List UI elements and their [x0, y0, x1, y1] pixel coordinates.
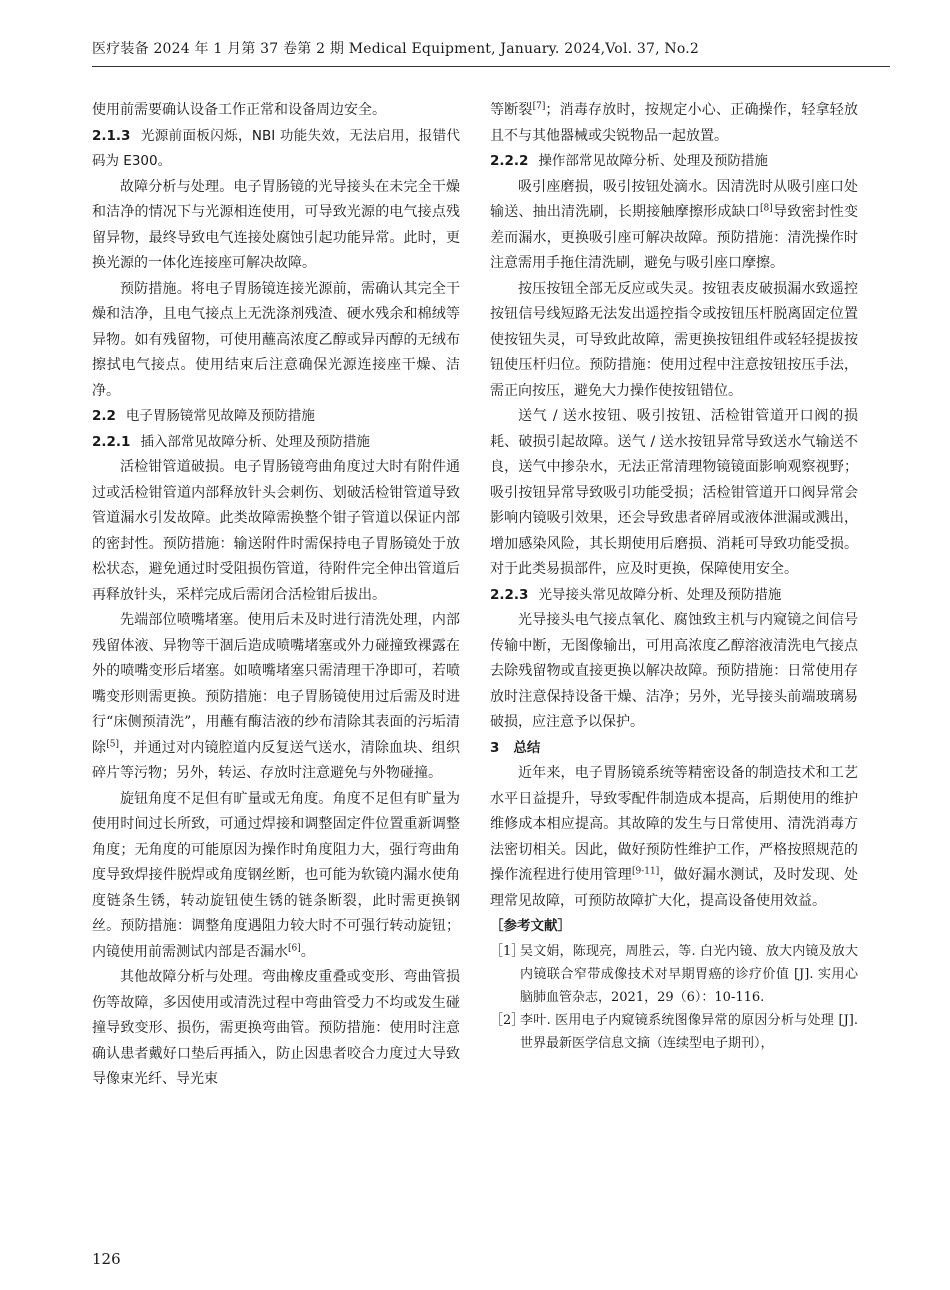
references-heading: ［参考文献］: [490, 918, 571, 934]
section-heading-2-2-2: [490, 149, 858, 175]
section-heading-2-2-1: [92, 430, 460, 456]
paragraph-text: 近年来，电子胃肠镜系统等精密设备的制造技术和工艺水平日益提升，导致零配件制造成本提高，后期使用的维护维修成本相应提高。其故障的发生与日常使用、清洗消毒方法密切相关。因此，做好预防性维护工作，严格按照规范的操作流程进行使用管理: [490, 765, 858, 883]
left-column: [92, 98, 460, 1093]
section-title: 操作部常见故障分析、处理及预防措施: [538, 153, 768, 169]
section-number: 3: [490, 739, 500, 756]
reference-item: [490, 940, 858, 1009]
paragraph-text: 吸引座磨损，吸引按钮处滴水。因清洗时从吸引座口处输送、抽出清洗刷，长期接触摩擦形成缺口: [490, 178, 858, 220]
citation: [6]: [288, 942, 301, 953]
paragraph: [92, 787, 460, 966]
section-number: 2.2.1: [92, 433, 131, 450]
section-title: 光源前面板闪烁，NBI 功能失效，无法启用，报错代码为 E300。: [92, 127, 460, 169]
section-title: 总结: [513, 739, 541, 756]
section-title: 电子胃肠镜常见故障及预防措施: [125, 408, 315, 424]
paragraph-text: ，做好漏水测试，及时发现、处理常见故障，可预防故障扩大化，提高设备使用效益。: [490, 867, 859, 909]
section-heading-3: [490, 736, 858, 762]
section-number: 2.2: [92, 408, 116, 424]
paragraph: [92, 608, 460, 787]
paragraph: [490, 761, 858, 914]
paragraph: 按压按钮全部无反应或失灵。按钮表皮破损漏水致遥控按钮信号线短路无法发出遥控指令或按钮压杆脱离固定位置使按钮失灵，可导致此故障，需更换按钮组件或轻轻提拔按钮使压杆归位。预防措施：使用过程中注意按钮按压手法，需正向按压，避免大力操作使按钮错位。: [490, 280, 858, 399]
paragraph: [490, 175, 858, 277]
page-number: 126: [92, 1250, 121, 1268]
right-column: [490, 98, 858, 1055]
paragraph: 预防措施。将电子胃肠镜连接光源前，需确认其完全干燥和洁净，且电气接点上无洗涤剂残渣、硬水残余和棉绒等异物。如有残留物，可使用蘸高浓度乙醇或异丙醇的无绒布擦拭电气接点。使用结束后注意确保光源连接座干燥、洁净。: [92, 280, 460, 399]
journal-running-header: 医疗装备 2024 年 1 月第 37 卷第 2 期 Medical Equipment, January. 2024,Vol. 37, No.2: [92, 41, 700, 57]
paragraph: 故障分析与处理。电子胃肠镜的光导接头在未完全干燥和洁净的情况下与光源相连使用，可导致光源的电气接点残留异物，最终导致电气连接处腐蚀引起功能异常。此时，更换光源的一体化连接座可解决故障。: [92, 178, 460, 271]
reference-text: 李叶. 医用电子内窥镜系统图像异常的原因分析与处理 [J]. 世界最新医学信息文摘（连续型电子期刊），: [520, 1012, 858, 1051]
reference-index: ［1］: [490, 943, 525, 959]
citation: [9-11]: [631, 866, 660, 877]
paragraph: 其他故障分析与处理。弯曲橡皮重叠或变形、弯曲管损伤等故障，多因使用或清洗过程中弯曲管受力不均或发生碰撞导致变形、损伤，需更换弯曲管。预防措施：使用时注意确认患者戴好口垫后再插入，防止因患者咬合力度过大导致导像束光纤、导光束: [92, 969, 460, 1087]
paragraph-text: ，并通过对内镜腔道内反复送气送水，清除血块、组织碎片等污物；另外，转运、存放时注意避免与外物碰撞。: [92, 739, 461, 781]
citation: [8]: [760, 203, 773, 214]
reference-item: [490, 1009, 858, 1055]
section-title: 插入部常见故障分析、处理及预防措施: [140, 433, 370, 450]
reference-index: ［2］: [490, 1012, 525, 1028]
paragraph-text: 先端部位喷嘴堵塞。使用后未及时进行清洗处理，内部残留体液、异物等干涸后造成喷嘴堵塞或外力碰撞致裸露在外的喷嘴变形后堵塞。如喷嘴堵塞只需清理干净即可，若喷嘴变形则需更换。预防措施：电子胃肠镜使用过后需及时进行“床侧预清洗”，用蘸有酶洁液的纱布清除其表面的污垢清除: [92, 612, 460, 756]
paragraph-text: 等断裂: [490, 102, 533, 118]
section-title: 光导接头常见故障分析、处理及预防措施: [538, 586, 782, 603]
section-heading-2-2: [92, 404, 460, 430]
section-heading-2-1-3: [92, 124, 460, 175]
paragraph: 送气 / 送水按钮、吸引按钮、活检钳管道开口阀的损耗、破损引起故障。送气 / 送水按钮异常导致送水气输送不良，送气中掺杂水，无法正常清理物镜镜面影响观察视野；吸引按钮异常导致吸引功能受损；活检钳管道开口阀异常会影响内镜吸引效果，还会导致患者碎屑或液体泄漏或溅出，增加感染风险，其长期使用后磨损、消耗可导致功能受损。对于此类易损部件，应及时更换，保障使用安全。: [490, 408, 858, 577]
citation: [7]: [532, 101, 546, 112]
section-number: 2.2.3: [490, 586, 529, 603]
paragraph: 使用前需要确认设备工作正常和设备周边安全。: [92, 102, 386, 118]
paragraph: 光导接头电气接点氧化、腐蚀致主机与内窥镜之间信号传输中断，无图像输出，可用高浓度乙醇溶液清洗电气接点去除残留物或直接更换以解决故障。预防措施：日常使用存放时注意保持设备干燥、洁净；另外，光导接头前端玻璃易破损，应注意予以保护。: [490, 612, 858, 730]
section-number: 2.2.2: [490, 153, 529, 169]
paragraph-text: ；消毒存放时，按规定小心、正确操作，轻拿轻放且不与其他器械或尖锐物品一起放置。: [490, 102, 858, 144]
paragraph-text: 旋钮角度不足但有旷量或无角度。角度不足但有旷量为使用时间过长所致，可通过焊接和调整固定件位置重新调整角度；无角度的可能原因为操作时角度阻力大，强行弯曲角度导致焊接件脱焊或角度钢丝断，也可能为软镜内漏水使角度链条生锈，转动旋钮使生锈的链条断裂，此时需更换钢丝。预防措施：调整角度遇阻力较大时不可强行转动旋钮；内镜使用前需测试内部是否漏水: [92, 790, 460, 960]
section-number: 2.1.3: [92, 127, 131, 144]
paragraph: 活检钳管道破损。电子胃肠镜弯曲角度过大时有附件通过或活检钳管道内部释放针头会刺伤、划破活检钳管道导致管道漏水引发故障。此类故障需换整个钳子管道以保证内部的密封性。预防措施：输送附件时需保持电子胃肠镜处于放松状态，避免通过时受阻损伤管道，待附件完全伸出管道后再释放针头，采样完成后需闭合活检钳后拔出。: [92, 459, 460, 603]
header-rule: [92, 66, 890, 67]
section-heading-2-2-3: [490, 583, 858, 609]
reference-text: 吴文娟，陈现亮，周胜云，等. 白光内镜、放大内镜及放大内镜联合窄带成像技术对早期胃癌的诊疗价值 [J]. 实用心脑肺血管杂志，2021，29（6）：10-116.: [520, 943, 858, 1005]
citation: [5]: [106, 738, 119, 749]
paragraph-text: 。: [300, 943, 315, 960]
paragraph-text: 导致密封性变差而漏水，更换吸引座可解决故障。预防措施：清洗操作时注意需用手拖住清洗刷，避免与吸引座口摩擦。: [490, 204, 859, 271]
paragraph: [490, 98, 858, 149]
